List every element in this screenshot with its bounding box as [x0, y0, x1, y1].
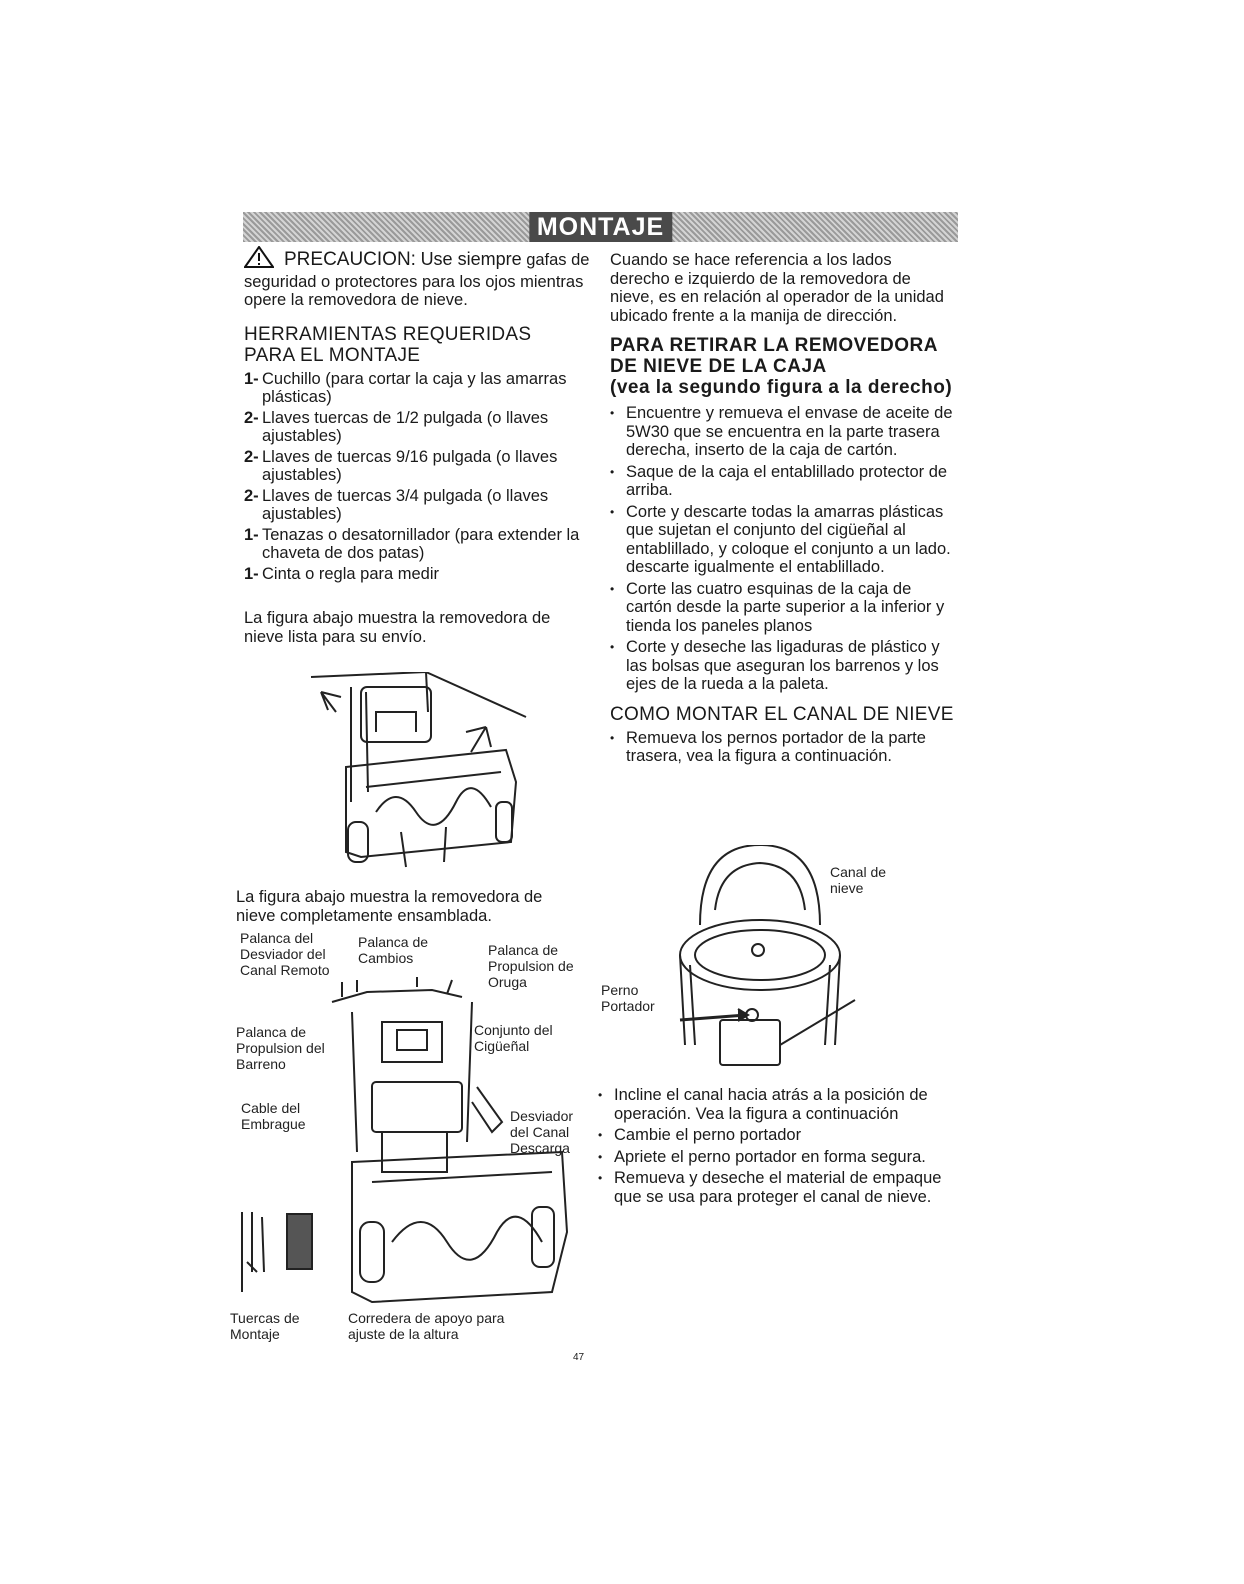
- caution-label: PRECAUCION:: [284, 249, 416, 270]
- section-banner: [243, 212, 958, 242]
- section-title: MONTAJE: [529, 212, 672, 242]
- label-ciguenal: Conjunto del Cigüeñal: [474, 1022, 553, 1054]
- list-item: • Remueva los pernos portador de la parte trasera, vea la figura a continuación.: [610, 729, 955, 766]
- canal-list-before: [610, 729, 955, 766]
- retirar-subheading: (vea la segundo figura a la derecho): [610, 377, 953, 398]
- list-item: • Incline el canal hacia atrás a la posición de operación. Vea la figura a continuación: [598, 1086, 943, 1123]
- canal-list-after: [598, 1086, 943, 1206]
- list-item: 1- Tenazas o desatornillador (para extender la chaveta de dos patas): [244, 525, 580, 562]
- label-canal-nieve: Canal de nieve: [830, 864, 887, 896]
- label-corredera: Corredera de apoyo para ajuste de la altura: [348, 1310, 505, 1342]
- list-item: 1- Cuchillo (para cortar la caja y las amarras plásticas): [244, 369, 567, 406]
- fig2-caption: La figura abajo muestra la removedora de nieve completamente ensamblada.: [236, 888, 543, 925]
- list-item: • Corte y deseche las ligaduras de plástico y las bolsas que aseguran los barrenos y los ejes de la rueda a la paleta.: [610, 638, 955, 694]
- fig1-caption: La figura abajo muestra la removedora de nieve lista para su envío.: [244, 609, 551, 646]
- label-cambios: Palanca de Cambios: [358, 934, 429, 966]
- tools-list: [244, 370, 594, 584]
- list-item: 1- Cinta o regla para medir: [244, 564, 440, 583]
- snowblower-crate-figure: [306, 672, 536, 877]
- list-item: • Remueva y deseche el material de empaque que se usa para proteger el canal de nieve.: [598, 1169, 943, 1206]
- caution-block: [244, 246, 594, 310]
- caution-lead: Use siempre: [420, 249, 522, 269]
- label-desviador-descarga: Desviador del Canal Descarga: [510, 1108, 574, 1156]
- label-cable-embrague: Cable del Embrague: [241, 1100, 306, 1132]
- orientation-note: Cuando se hace referencia a los lados derecho e izquierdo de la removedora de nieve, es en relación al operador de la unidad ubicado frente a la manija de dirección.: [610, 251, 944, 325]
- tools-heading: HERRAMIENTAS REQUERIDAS PARA EL MONTAJE: [244, 323, 532, 366]
- list-item: • Apriete el perno portador en forma segura.: [598, 1148, 943, 1167]
- label-perno-portador: Perno Portador: [601, 982, 655, 1014]
- list-item: 2- Llaves tuercas de 1/2 pulgada (o llaves ajustables): [244, 408, 549, 445]
- canal-steps: [598, 1086, 943, 1209]
- list-item: • Cambie el perno portador: [598, 1126, 943, 1145]
- label-tuercas-montaje: Tuercas de Montaje: [230, 1310, 300, 1342]
- label-propulsion-oruga: Palanca de Propulsion de Oruga: [488, 942, 574, 990]
- list-item: • Corte las cuatro esquinas de la caja de cartón desde la parte superior a la inferior y tienda los paneles planos: [610, 580, 955, 636]
- retirar-list: [610, 404, 955, 694]
- list-item: 2- Llaves de tuercas 9/16 pulgada (o llaves ajustables): [244, 447, 558, 484]
- caution-text: gafas de seguridad o protectores para los ojos mientras opere la removedora de nieve.: [244, 251, 590, 309]
- list-item: 2- Llaves de tuercas 3/4 pulgada (o llaves ajustables): [244, 486, 549, 523]
- page-number: 47: [573, 1352, 585, 1363]
- right-column: [610, 251, 955, 769]
- label-propulsion-barreno: Palanca de Propulsion del Barreno: [236, 1024, 325, 1072]
- list-item: • Corte y descarte todas la amarras plásticas que sujetan el conjunto del cigüeñal al entablillado, y coloque el conjunto a un lado. descarte igualmente el entablillado.: [610, 503, 955, 577]
- left-column: [244, 246, 594, 646]
- label-desviador-remoto: Palanca del Desviador del Canal Remoto: [240, 930, 330, 978]
- canal-heading: COMO MONTAR EL CANAL DE NIEVE: [610, 703, 954, 725]
- warning-triangle-icon: [244, 246, 274, 273]
- list-item: • Saque de la caja el entablillado protector de arriba.: [610, 463, 955, 500]
- list-item: • Encuentre y remueva el envase de aceite de 5W30 que se encuentra en la parte trasera derecha, inserto de la caja de cartón.: [610, 404, 955, 460]
- retirar-heading: PARA RETIRAR LA REMOVEDORA DE NIEVE DE LA CAJA: [610, 335, 938, 377]
